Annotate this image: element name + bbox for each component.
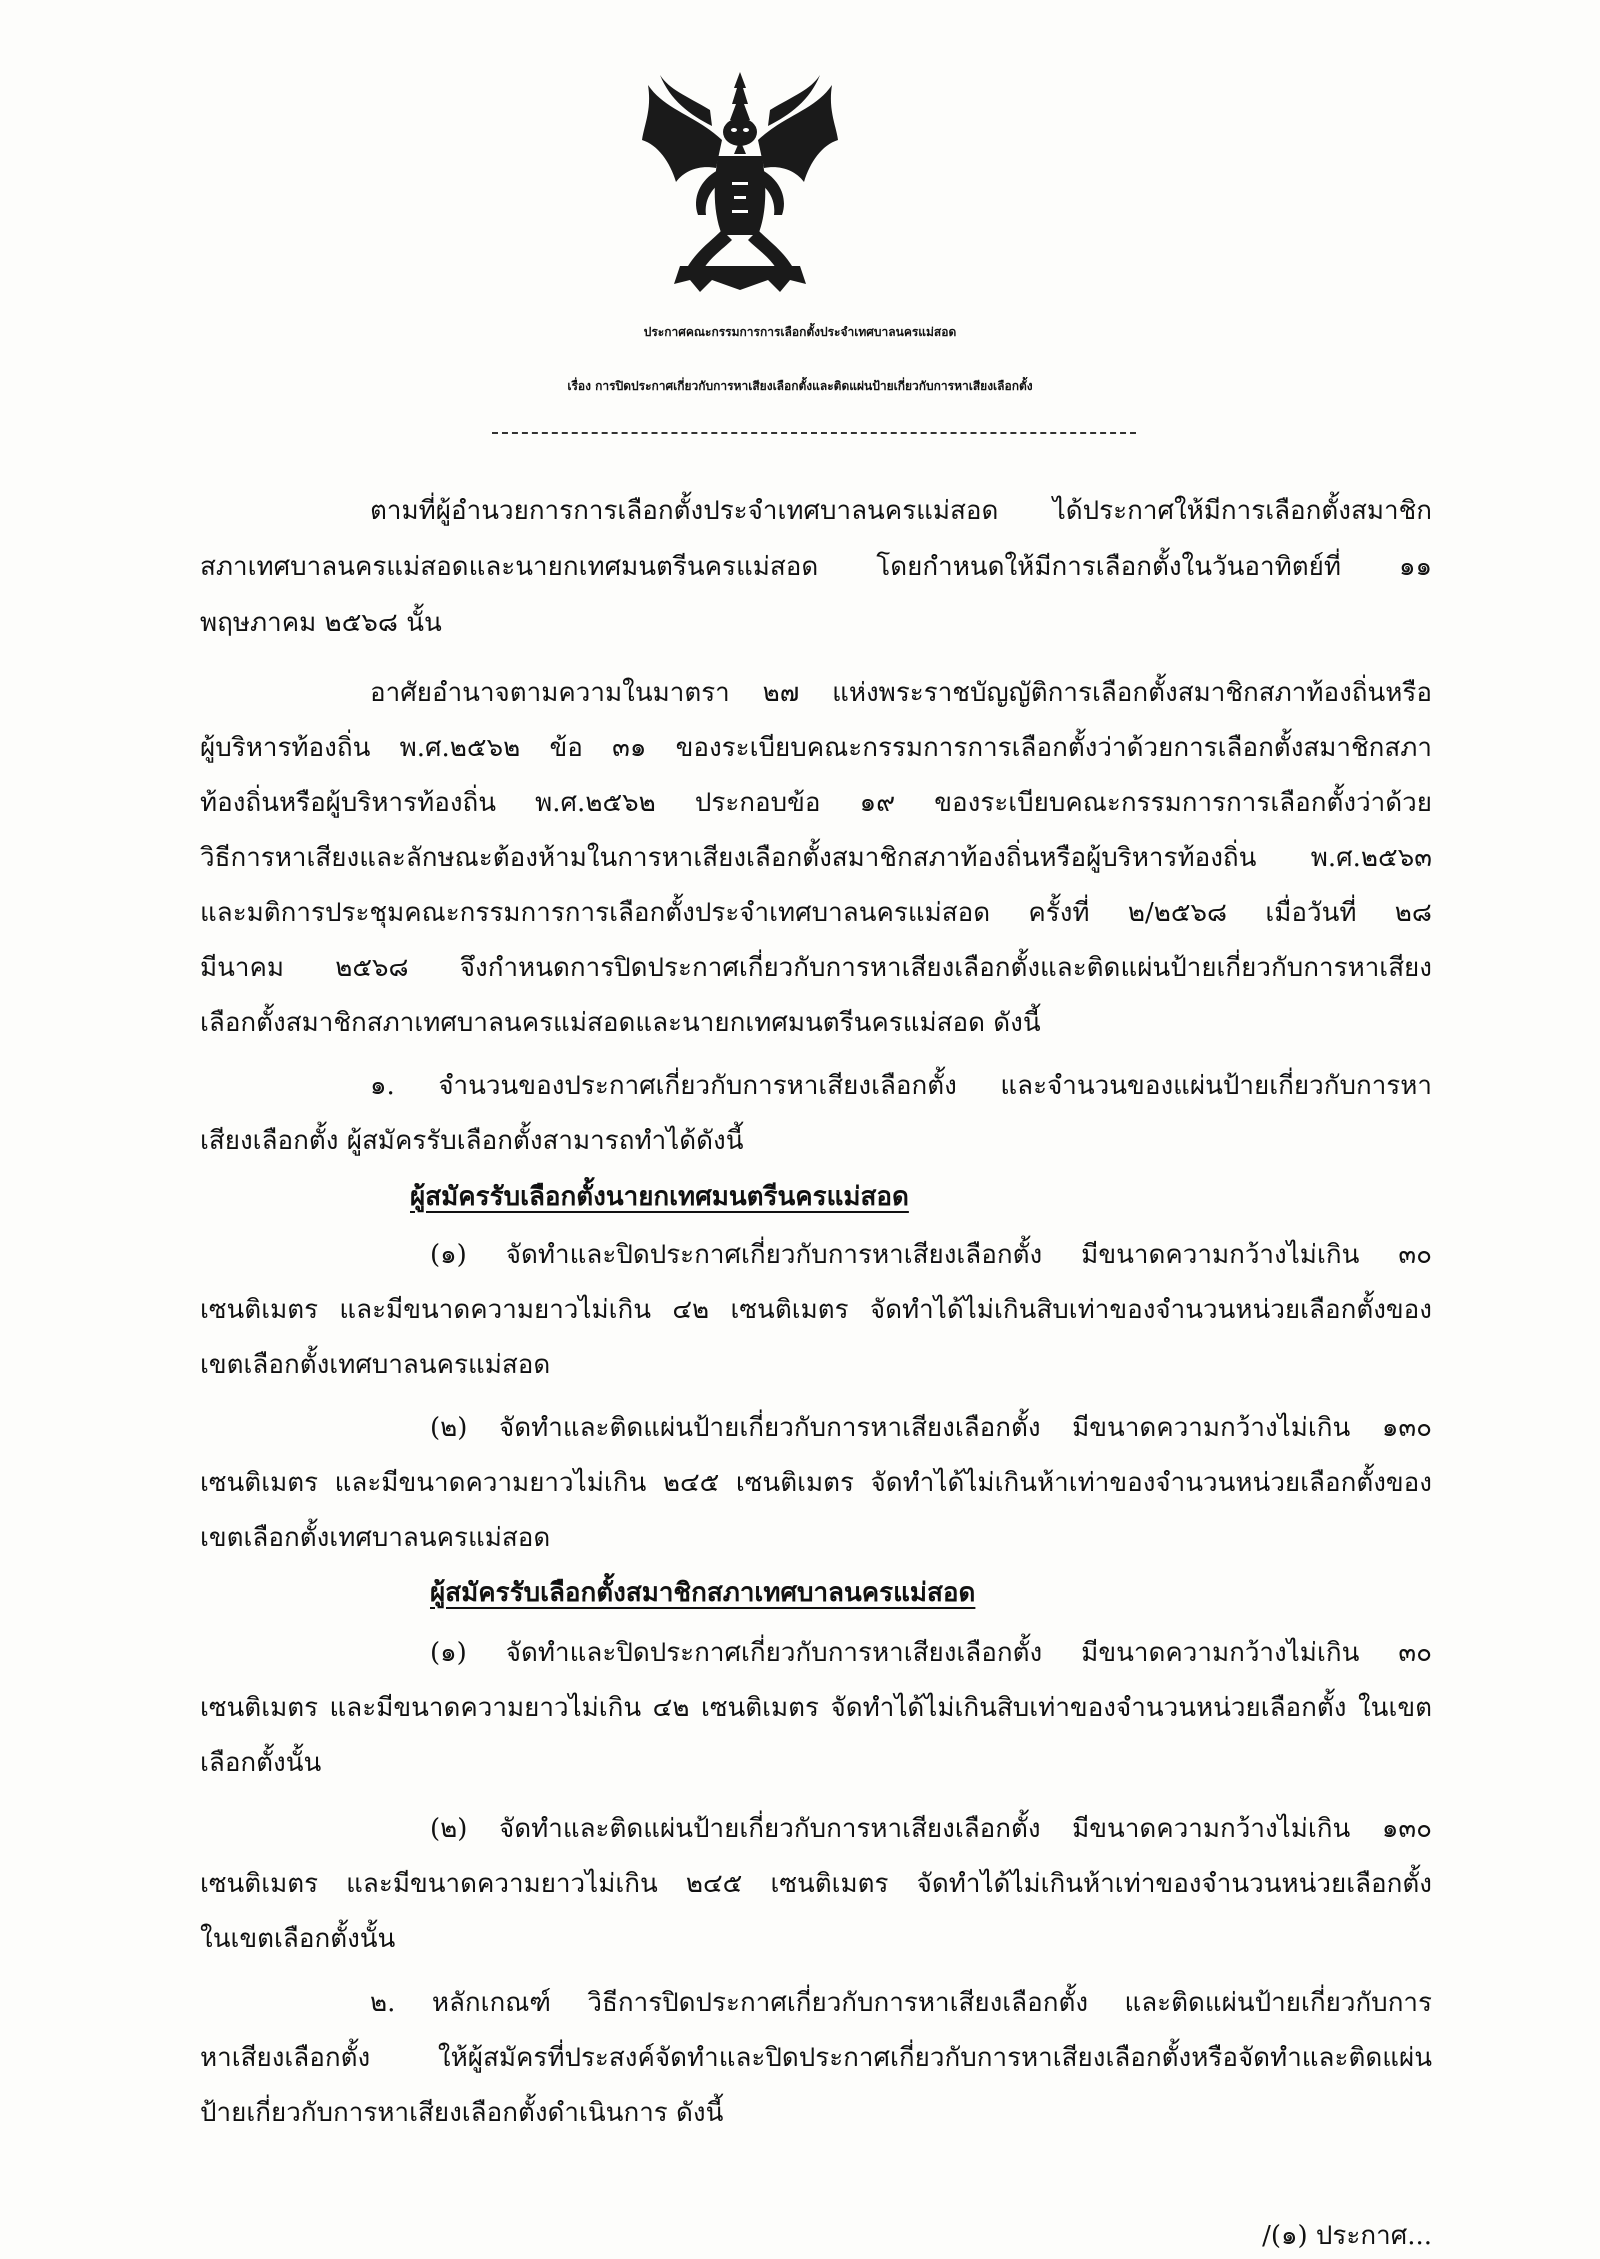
body-line: เซนติเมตร และมีขนาดความยาวไม่เกิน ๒๔๕ เซนติเมตร จัดทำได้ไม่เกินห้าเท่าของจำนวนหน่วยเลือกตั้ง: [200, 1869, 1432, 1899]
body-line: ๑. จำนวนของประกาศเกี่ยวกับการหาเสียงเลือกตั้ง และจำนวนของแผ่นป้ายเกี่ยวกับการหา: [370, 1071, 1432, 1101]
body-line: เซนติเมตร และมีขนาดความยาวไม่เกิน ๒๔๕ เซนติเมตร จัดทำได้ไม่เกินห้าเท่าของจำนวนหน่วยเลือกตั้งของ: [200, 1468, 1432, 1498]
body-line: (๒) จัดทำและติดแผ่นป้ายเกี่ยวกับการหาเสียงเลือกตั้ง มีขนาดความกว้างไม่เกิน ๑๓๐: [430, 1814, 1432, 1844]
body-line: ในเขตเลือกตั้งนั้น: [200, 1924, 396, 1954]
section-heading-council: ผู้สมัครรับเลือกตั้งสมาชิกสภาเทศบาลนครแม่สอด: [430, 1578, 976, 1608]
body-line: ท้องถิ่นหรือผู้บริหารท้องถิ่น พ.ศ.๒๕๖๒ ประกอบข้อ ๑๙ ของระเบียบคณะกรรมการการเลือกตั้งว่าด้วย: [200, 788, 1432, 818]
body-line: สภาเทศบาลนครแม่สอดและนายกเทศมนตรีนครแม่สอด โดยกำหนดให้มีการเลือกตั้งในวันอาทิตย์ที่ ๑๑: [200, 552, 1432, 582]
body-line: เสียงเลือกตั้ง ผู้สมัครรับเลือกตั้งสามารถทำได้ดังนี้: [200, 1126, 744, 1156]
body-line: (๑) จัดทำและปิดประกาศเกี่ยวกับการหาเสียงเลือกตั้ง มีขนาดความกว้างไม่เกิน ๓๐: [430, 1638, 1432, 1668]
body-line: เซนติเมตร และมีขนาดความยาวไม่เกิน ๔๒ เซนติเมตร จัดทำได้ไม่เกินสิบเท่าของจำนวนหน่วยเลือกตั้งของ: [200, 1295, 1432, 1325]
body-line: และมติการประชุมคณะกรรมการการเลือกตั้งประจำเทศบาลนครแม่สอด ครั้งที่ ๒/๒๕๖๘ เมื่อวันที่ ๒๘: [200, 898, 1432, 928]
document-title: ประกาศคณะกรรมการการเลือกตั้งประจำเทศบาลนครแม่สอด: [643, 325, 957, 339]
body-line: เขตเลือกตั้งเทศบาลนครแม่สอด: [200, 1523, 551, 1553]
body-line: พฤษภาคม ๒๕๖๘ นั้น: [200, 608, 442, 638]
body-line: เขตเลือกตั้งเทศบาลนครแม่สอด: [200, 1350, 551, 1380]
body-line: อาศัยอำนาจตามความในมาตรา ๒๗ แห่งพระราชบัญญัติการเลือกตั้งสมาชิกสภาท้องถิ่นหรือ: [370, 678, 1432, 708]
title-divider: [492, 432, 1136, 434]
body-line: วิธีการหาเสียงและลักษณะต้องห้ามในการหาเสียงเลือกตั้งสมาชิกสภาท้องถิ่นหรือผู้บริหารท้องถิ่น พ.ศ.๒๕๖๓: [200, 843, 1432, 873]
body-line: เซนติเมตร และมีขนาดความยาวไม่เกิน ๔๒ เซนติเมตร จัดทำได้ไม่เกินสิบเท่าของจำนวนหน่วยเลือกตั้ง ในเขต: [200, 1693, 1432, 1723]
body-line: เลือกตั้งสมาชิกสภาเทศบาลนครแม่สอดและนายกเทศมนตรีนครแม่สอด ดังนี้: [200, 1008, 1041, 1038]
body-line: ตามที่ผู้อำนวยการการเลือกตั้งประจำเทศบาลนครแม่สอด ได้ประกาศให้มีการเลือกตั้งสมาชิก: [370, 496, 1432, 526]
body-line: (๑) จัดทำและปิดประกาศเกี่ยวกับการหาเสียงเลือกตั้ง มีขนาดความกว้างไม่เกิน ๓๐: [430, 1240, 1432, 1270]
body-line: (๒) จัดทำและติดแผ่นป้ายเกี่ยวกับการหาเสียงเลือกตั้ง มีขนาดความกว้างไม่เกิน ๑๓๐: [430, 1413, 1432, 1443]
body-line: ผู้บริหารท้องถิ่น พ.ศ.๒๕๖๒ ข้อ ๓๑ ของระเบียบคณะกรรมการการเลือกตั้งว่าด้วยการเลือกตั้งสมาชิกสภา: [200, 733, 1432, 763]
body-line: หาเสียงเลือกตั้ง ให้ผู้สมัครที่ประสงค์จัดทำและปิดประกาศเกี่ยวกับการหาเสียงเลือกตั้งหรือจัดทำและติดแผ่น: [200, 2043, 1432, 2073]
body-line: ๒. หลักเกณฑ์ วิธีการปิดประกาศเกี่ยวกับการหาเสียงเลือกตั้ง และติดแผ่นป้ายเกี่ยวกับการ: [370, 1988, 1432, 2018]
body-line: มีนาคม ๒๕๖๘ จึงกำหนดการปิดประกาศเกี่ยวกับการหาเสียงเลือกตั้งและติดแผ่นป้ายเกี่ยวกับการหาเสียง: [200, 953, 1432, 983]
section-heading-mayor: ผู้สมัครรับเลือกตั้งนายกเทศมนตรีนครแม่สอด: [410, 1182, 909, 1212]
document-subject: เรื่อง การปิดประกาศเกี่ยวกับการหาเสียงเลือกตั้งและติดแผ่นป้ายเกี่ยวกับการหาเสียงเลือกตั้ง: [567, 379, 1033, 393]
body-line: เลือกตั้งนั้น: [200, 1748, 322, 1778]
body-line: ป้ายเกี่ยวกับการหาเสียงเลือกตั้งดำเนินการ ดังนี้: [200, 2098, 724, 2128]
page-continuation: /(๑) ประกาศ...: [1262, 2221, 1432, 2251]
garuda-emblem-icon: [640, 70, 840, 295]
